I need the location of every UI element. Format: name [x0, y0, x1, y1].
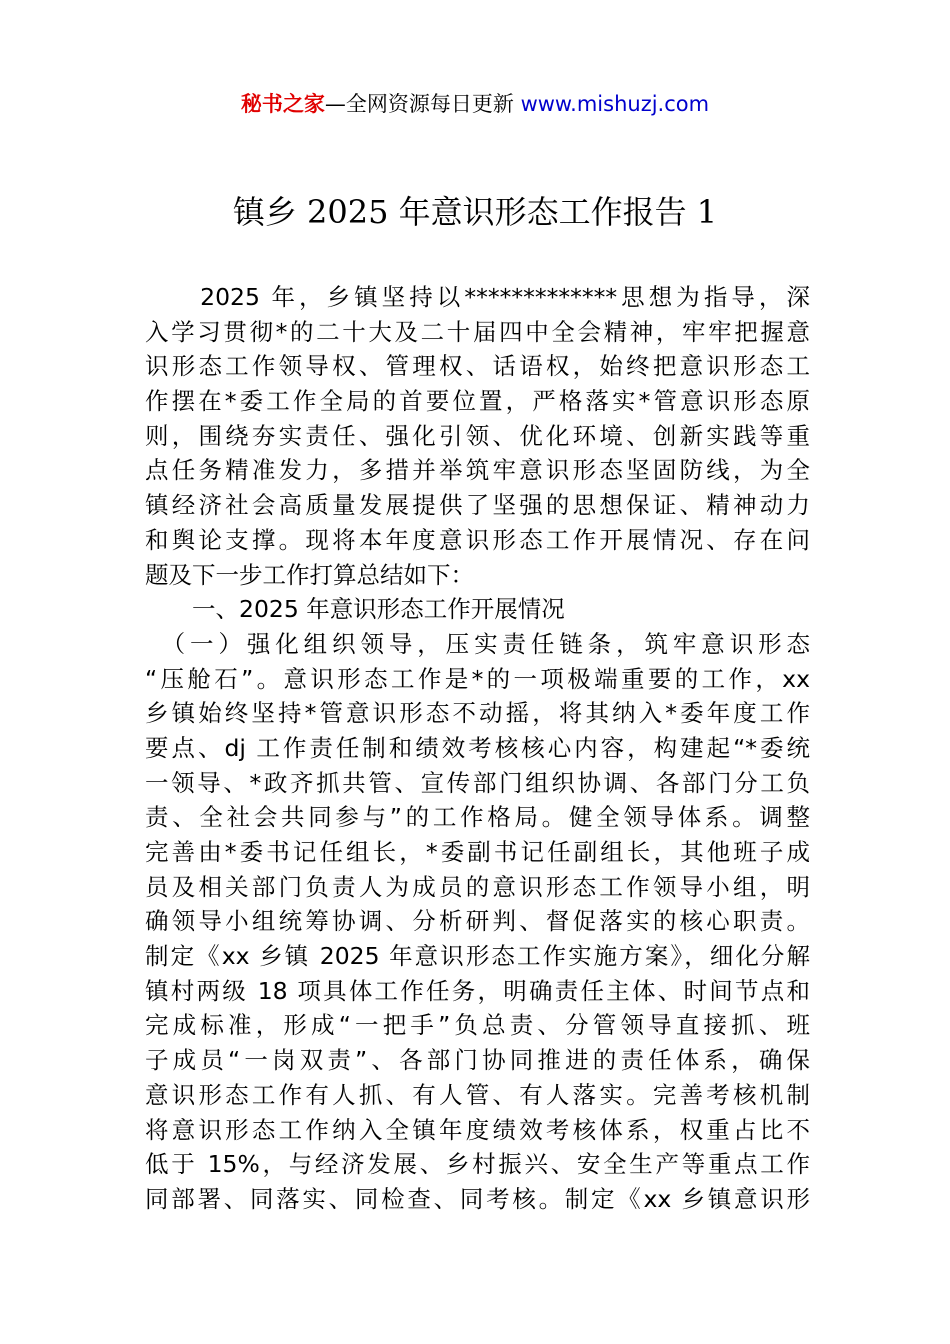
- body-line: 镇经济社会高质量发展提供了坚强的思想保证、精神动力: [145, 491, 810, 520]
- body-line: 意识形态工作有人抓、有人管、有人落实。完善考核机制: [145, 1080, 810, 1109]
- body-line: 镇村两级 18 项具体工作任务，明确责任主体、时间节点和: [145, 976, 810, 1005]
- document-title: 镇乡 2025 年意识形态工作报告 1: [232, 193, 718, 231]
- site-tagline: —全网资源每日更新: [324, 92, 521, 116]
- body-line: 入学习贯彻*的二十大及二十届四中全会精神，牢牢把握意: [145, 317, 810, 346]
- body-line: 则，围绕夯实责任、强化引领、优化环境、创新实践等重: [145, 421, 810, 450]
- body-line: “压舱石”。意识形态工作是*的一项极端重要的工作，xx: [145, 664, 810, 693]
- site-header: [0, 88, 950, 120]
- body-line: 一领导、*政齐抓共管、宣传部门组织协调、各部门分工负: [145, 768, 810, 797]
- body-line: 和舆论支撑。现将本年度意识形态工作开展情况、存在问: [145, 525, 810, 554]
- body-line: 2025 年，乡镇坚持以*************思想为指导，深: [145, 283, 810, 311]
- section-heading: 一、2025 年意识形态工作开展情况: [145, 595, 565, 624]
- body-line: 低于 15%，与经济发展、乡村振兴、安全生产等重点工作: [145, 1150, 810, 1179]
- body-line: 完善由*委书记任组长，*委副书记任副组长，其他班子成: [145, 838, 810, 866]
- body-line: 确领导小组统筹协调、分析研判、督促落实的核心职责。: [145, 907, 810, 936]
- body-line: 责、全社会共同参与”的工作格局。健全领导体系。调整: [145, 803, 810, 832]
- body-line: 要点、dj 工作责任制和绩效考核核心内容，构建起“*委统: [145, 733, 810, 762]
- body-line: 作摆在*委工作全局的首要位置，严格落实*管意识形态原: [145, 387, 810, 416]
- body-line: 同部署、同落实、同检查、同考核。制定《xx 乡镇意识形: [145, 1184, 810, 1213]
- body-line: 乡镇始终坚持*管意识形态不动摇，将其纳入*委年度工作: [145, 699, 810, 728]
- body-line: 子成员“一岗双责”、各部门协同推进的责任体系，确保: [145, 1046, 810, 1075]
- body-line: 点任务精准发力，多措并举筑牢意识形态坚固防线，为全: [145, 456, 810, 485]
- body-line: 员及相关部门负责人为成员的意识形态工作领导小组，明: [145, 872, 810, 901]
- body-line: （一）强化组织领导，压实责任链条，筑牢意识形态: [145, 629, 810, 658]
- body-line: 完成标准，形成“一把手”负总责、分管领导直接抓、班: [145, 1011, 810, 1040]
- site-brand: 秘书之家: [240, 92, 325, 116]
- body-line: 识形态工作领导权、管理权、话语权，始终把意识形态工: [145, 352, 810, 381]
- document-body: [145, 280, 810, 1217]
- body-line: 题及下一步工作打算总结如下：: [145, 560, 474, 589]
- body-line: 将意识形态工作纳入全镇年度绩效考核体系，权重占比不: [145, 1115, 810, 1144]
- body-line: 制定《xx 乡镇 2025 年意识形态工作实施方案》，细化分解: [145, 942, 810, 971]
- site-url-link[interactable]: www.mishuzj.com: [520, 92, 710, 116]
